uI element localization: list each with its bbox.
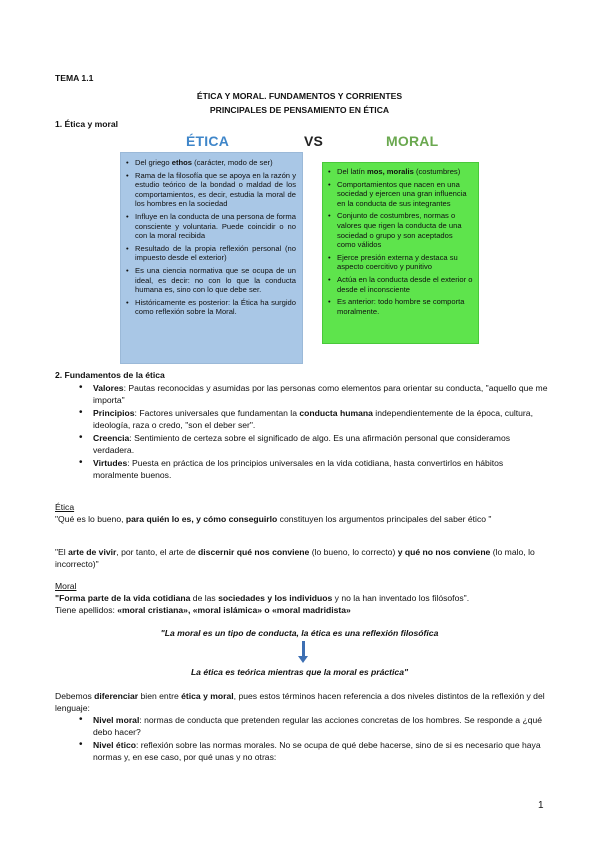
- down-arrow-icon: [299, 641, 308, 663]
- moral-item: [327, 275, 473, 294]
- moral-item-text-end: (costumbres): [413, 167, 461, 176]
- page-number: 1: [538, 800, 544, 811]
- etica-item: [125, 212, 296, 241]
- niveles-intro-d: , pues estos términos hacen referencia a dos niveles distintos de la reflexión y del lenguaje:: [55, 691, 545, 713]
- niveles-intro: [55, 690, 545, 714]
- vs-label: VS: [304, 133, 324, 149]
- etica-quote-1: [55, 513, 545, 525]
- niveles-list: [55, 714, 550, 763]
- title-line-2: PRINCIPALES DE PENSAMIENTO EN ÉTICA: [209, 105, 390, 115]
- quote-line-1: "La moral es un tipo de conducta, la ética es una reflexión filosófica: [160, 628, 439, 638]
- fundamento-text: : Factores universales que fundamentan la: [134, 408, 300, 418]
- etica-item-text: Es una ciencia normativa que se ocupa de un ideal, es decir: no con lo que la conducta humana es, sino con lo que debe ser.: [135, 265, 296, 295]
- moral-diagram-label: MORAL: [386, 133, 439, 149]
- section-2-heading: 2. Fundamentos de la ética: [55, 370, 165, 380]
- niveles-intro-a: Debemos: [55, 691, 95, 701]
- niveles-list-wrap: [55, 714, 550, 764]
- moral-item: [327, 180, 473, 209]
- niveles-intro-b2: ética y moral: [181, 691, 234, 701]
- fundamento-bold: conducta humana: [299, 408, 373, 418]
- fundamento-text-end: independientemente de la época, cultura, ideología, raza o credo, "son el deber ser".: [93, 408, 533, 430]
- fundamentos-list: [55, 382, 550, 481]
- fundamento-term: Creencia: [93, 433, 130, 443]
- moral-line-2: [55, 604, 550, 616]
- etica-item-text-end: (carácter, modo de ser): [192, 158, 273, 167]
- nivel-term: Nivel moral: [93, 715, 140, 725]
- moral-item: [327, 211, 473, 249]
- moral-line-2-a: Tiene apellidos:: [55, 605, 118, 615]
- etica-item-text: Influye en la conducta de una persona de forma consciente y voluntaria. Puede coincidir o no con la moral recibida: [135, 211, 296, 241]
- etica-diagram-label: ÉTICA: [186, 133, 229, 149]
- etica-item: [125, 158, 296, 168]
- etica-quote-1-text-end: constituyen los argumentos principales del saber ético ": [277, 514, 492, 524]
- etica-quote-1-bold: para quién lo es, y cómo conseguirlo: [125, 514, 278, 524]
- etica-item-bold: ethos: [171, 158, 192, 167]
- etica-quote-2: [55, 546, 545, 570]
- etica-item: [125, 298, 296, 317]
- moral-item-text: Ejerce presión externa y destaca su aspecto coercitivo y punitivo: [337, 252, 458, 272]
- etica-item: [125, 244, 296, 263]
- etica-item-text: Rama de la filosofía que se apoya en la razón y estudio teórico de la bondad o maldad de los comportamientos, es decir, estudia la moral de los hombres en la sociedad: [135, 170, 296, 209]
- moral-subheading: Moral: [55, 581, 77, 591]
- moral-line-1-b2: sociedades y los individuos: [218, 593, 333, 603]
- section-1-heading: 1. Ética y moral: [55, 119, 119, 129]
- etica-quote-2-e: (lo malo, lo incorrecto)": [55, 547, 535, 569]
- niveles-intro-b1: diferenciar: [94, 691, 139, 701]
- moral-item-bold: mos, moralis: [366, 167, 414, 176]
- moral-line-1: [55, 592, 550, 604]
- etica-item-text: Históricamente es posterior: la Ética ha surgido como reflexión sobre la Moral.: [135, 297, 296, 317]
- moral-line-2-b: «moral cristiana», «moral islámica» o «moral madridista»: [117, 605, 351, 615]
- etica-item: [125, 171, 296, 209]
- moral-item-text: Es anterior: todo hombre se comporta moralmente.: [337, 297, 465, 316]
- fundamentos-list-wrap: [55, 382, 550, 482]
- moral-item-text: Actúa en la conducta desde el exterior o desde el inconsciente: [337, 274, 473, 294]
- moral-line-1-b1: "Forma parte de la vida cotidiana: [55, 593, 191, 603]
- fundamento-text: : Sentimiento de certeza sobre el significado de algo. Es una afirmación personal que consideramos verdadera.: [93, 433, 511, 455]
- fundamento-term: Virtudes: [93, 458, 128, 468]
- moral-box: [322, 162, 479, 344]
- etica-quote-1-text: "Qué es lo bueno,: [55, 514, 126, 524]
- etica-quote-2-b1: arte de vivir: [68, 547, 117, 557]
- etica-quote-2-b2: discernir qué nos conviene: [198, 547, 310, 557]
- moral-line-1-a: de las: [190, 593, 219, 603]
- moral-item-text: Del latín: [337, 167, 367, 176]
- fundamento-item: [55, 407, 550, 431]
- moral-item-text: Comportamientos que nacen en una sociedad y ejercen una gran influencia en la conducta de sus integrantes: [337, 179, 467, 208]
- etica-subheading: Ética: [55, 502, 75, 512]
- title-line-1: ÉTICA Y MORAL. FUNDAMENTOS Y CORRIENTES: [196, 91, 403, 101]
- nivel-text: : normas de conducta que pretenden regular las acciones concretas de los hombres. Se responde a ¿qué debo hacer?: [93, 715, 543, 737]
- etica-item-text: Resultado de la propia reflexión personal (no impuesto desde el exterior): [135, 243, 296, 263]
- fundamento-term: Valores: [93, 383, 124, 393]
- etica-item: [125, 266, 296, 295]
- etica-box: [120, 152, 303, 364]
- moral-item: [327, 297, 473, 316]
- moral-item: [327, 253, 473, 272]
- fundamento-item: [55, 457, 550, 481]
- quote-line-2: La ética es teórica mientras que la moral es práctica": [190, 667, 409, 677]
- moral-item: [327, 167, 473, 177]
- moral-line-1-c: y no la han inventado los filósofos".: [332, 593, 470, 603]
- niveles-intro-c: bien entre: [138, 691, 182, 701]
- etica-quote-2-d: (lo bueno, lo correcto): [309, 547, 398, 557]
- fundamento-item: [55, 382, 550, 406]
- fundamento-text: : Pautas reconocidas y asumidas por las personas como elementos para orientar su conducta, "aquello que me importa": [93, 383, 548, 405]
- moral-list: [327, 167, 473, 316]
- nivel-term: Nivel ético: [93, 740, 136, 750]
- fundamento-term: Principios: [93, 408, 135, 418]
- fundamento-item: [55, 432, 550, 456]
- etica-quote-2-c: , por tanto, el arte de: [116, 547, 199, 557]
- etica-item-text: Del griego: [135, 158, 172, 167]
- nivel-item: [55, 739, 550, 763]
- etica-quote-2-b3: y qué no nos conviene: [397, 547, 491, 557]
- tema-label: TEMA 1.1: [55, 73, 94, 83]
- etica-list: [125, 158, 296, 317]
- fundamento-text: : Puesta en práctica de los principios universales en la vida cotidiana, hasta convertirlos en hábitos moralmente buenos.: [93, 458, 504, 480]
- etica-quote-2-a: "El: [55, 547, 69, 557]
- moral-item-text: Conjunto de costumbres, normas o valores que rigen la conducta de una sociedad o grupo y son aceptados como válidos: [337, 211, 462, 250]
- nivel-text: : reflexión sobre las normas morales. No se ocupa de qué debe hacerse, sino de si es necesario que haya normas y, en ese caso, por qué unas y no otras:: [93, 740, 541, 762]
- nivel-item: [55, 714, 550, 738]
